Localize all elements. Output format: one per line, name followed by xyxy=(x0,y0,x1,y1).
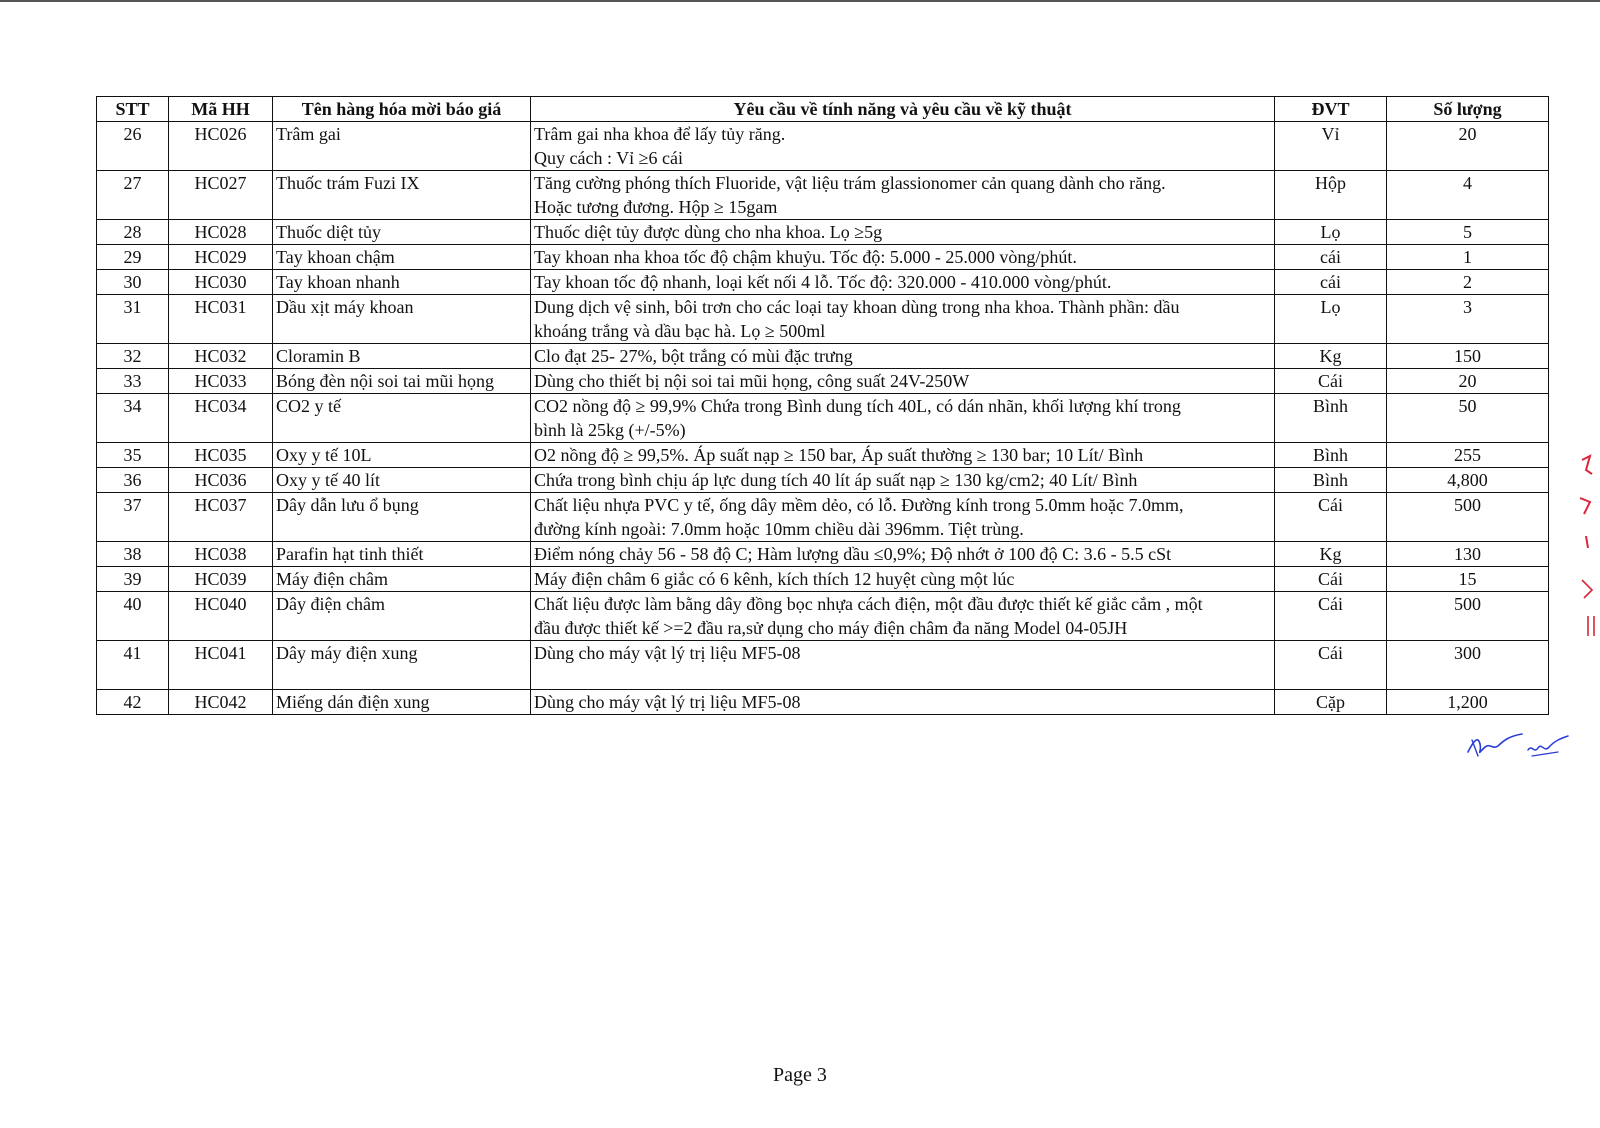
header-quantity: Số lượng xyxy=(1387,97,1549,122)
row-name: Dầu xịt máy khoan xyxy=(273,295,531,344)
table-row xyxy=(97,394,1549,443)
table-row xyxy=(97,542,1549,567)
row-quantity: 1 xyxy=(1387,245,1549,270)
row-unit: Lọ xyxy=(1275,295,1387,344)
scan-top-edge xyxy=(0,0,1600,2)
handwritten-initials-signature xyxy=(1462,726,1572,766)
row-stt: 34 xyxy=(97,394,169,443)
table-row xyxy=(97,295,1549,344)
row-unit: Cái xyxy=(1275,567,1387,592)
row-stt: 30 xyxy=(97,270,169,295)
table-row xyxy=(97,122,1549,171)
row-stt: 31 xyxy=(97,295,169,344)
requirement-line: Tay khoan tốc độ nhanh, loại kết nối 4 lỗ. Tốc độ: 320.000 - 410.000 vòng/phút. xyxy=(534,272,1112,292)
row-unit: cái xyxy=(1275,245,1387,270)
row-quantity: 5 xyxy=(1387,220,1549,245)
row-quantity: 255 xyxy=(1387,443,1549,468)
row-name: Oxy y tế 10L xyxy=(273,443,531,468)
requirement-line: Thuốc diệt tủy được dùng cho nha khoa. Lọ ≥5g xyxy=(534,222,883,242)
table-row xyxy=(97,641,1549,690)
requirement-line: CO2 nồng độ ≥ 99,9% Chứa trong Bình dung tích 40L, có dán nhãn, khối lượng khí trong xyxy=(534,396,1181,416)
header-requirements: Yêu cầu về tính năng và yêu cầu về kỹ thuật xyxy=(531,97,1275,122)
requirement-line: bình là 25kg (+/-5%) xyxy=(534,420,686,440)
requirement-line: Điểm nóng chảy 56 - 58 độ C; Hàm lượng dầu ≤0,9%; Độ nhớt ở 100 độ C: 3.6 - 5.5 cSt xyxy=(534,544,1172,564)
row-requirements xyxy=(531,344,1275,369)
table-row xyxy=(97,567,1549,592)
row-code: HC036 xyxy=(169,468,273,493)
row-stt: 27 xyxy=(97,171,169,220)
requirement-line: Dùng cho máy vật lý trị liệu MF5-08 xyxy=(534,692,801,712)
page-number: Page 3 xyxy=(773,1064,827,1086)
row-quantity: 2 xyxy=(1387,270,1549,295)
row-unit: Bình xyxy=(1275,468,1387,493)
row-requirements xyxy=(531,245,1275,270)
requirement-line xyxy=(534,665,1271,689)
table-row xyxy=(97,468,1549,493)
requirement-line: Hoặc tương đương. Hộp ≥ 15gam xyxy=(534,197,778,217)
row-code: HC040 xyxy=(169,592,273,641)
row-stt: 35 xyxy=(97,443,169,468)
row-code: HC027 xyxy=(169,171,273,220)
header-code: Mã HH xyxy=(169,97,273,122)
requirement-line: đầu được thiết kế >=2 đầu ra,sử dụng cho máy điện châm đa năng Model 04-05JH xyxy=(534,618,1128,638)
row-name: Thuốc trám Fuzi IX xyxy=(273,171,531,220)
row-name: Bóng đèn nội soi tai mũi họng xyxy=(273,369,531,394)
table-body xyxy=(97,122,1549,715)
row-quantity: 20 xyxy=(1387,369,1549,394)
row-code: HC028 xyxy=(169,220,273,245)
row-stt: 33 xyxy=(97,369,169,394)
row-stt: 40 xyxy=(97,592,169,641)
table-row xyxy=(97,592,1549,641)
row-stt: 37 xyxy=(97,493,169,542)
row-code: HC039 xyxy=(169,567,273,592)
row-unit: Cái xyxy=(1275,592,1387,641)
row-requirements xyxy=(531,567,1275,592)
row-requirements xyxy=(531,369,1275,394)
row-stt: 41 xyxy=(97,641,169,690)
requirement-line: Tay khoan nha khoa tốc độ chậm khuỷu. Tốc độ: 5.000 - 25.000 vòng/phút. xyxy=(534,247,1077,267)
row-unit: Bình xyxy=(1275,394,1387,443)
row-code: HC042 xyxy=(169,690,273,715)
row-unit: cái xyxy=(1275,270,1387,295)
row-requirements xyxy=(531,394,1275,443)
row-name: Dây dẫn lưu ổ bụng xyxy=(273,493,531,542)
row-quantity: 500 xyxy=(1387,592,1549,641)
row-requirements xyxy=(531,270,1275,295)
row-requirements xyxy=(531,690,1275,715)
row-code: HC035 xyxy=(169,443,273,468)
requirement-line: Dung dịch vệ sinh, bôi trơn cho các loại tay khoan dùng trong nha khoa. Thành phần: dầu xyxy=(534,297,1180,317)
row-requirements xyxy=(531,443,1275,468)
row-stt: 29 xyxy=(97,245,169,270)
row-quantity: 1,200 xyxy=(1387,690,1549,715)
row-stt: 36 xyxy=(97,468,169,493)
table-row xyxy=(97,344,1549,369)
table-row xyxy=(97,270,1549,295)
row-name: Dây máy điện xung xyxy=(273,641,531,690)
row-unit: Hộp xyxy=(1275,171,1387,220)
row-requirements xyxy=(531,171,1275,220)
row-code: HC038 xyxy=(169,542,273,567)
row-unit: Cái xyxy=(1275,369,1387,394)
row-requirements xyxy=(531,295,1275,344)
requirement-line: Trâm gai nha khoa để lấy tủy răng. xyxy=(534,124,786,144)
requirement-line: Chất liệu được làm bằng dây đồng bọc nhựa cách điện, một đầu được thiết kế giắc cắm , một xyxy=(534,594,1203,614)
requirement-line: khoáng trắng và dầu bạc hà. Lọ ≥ 500ml xyxy=(534,321,826,341)
row-quantity: 300 xyxy=(1387,641,1549,690)
table-row xyxy=(97,690,1549,715)
row-name: Oxy y tế 40 lít xyxy=(273,468,531,493)
row-stt: 28 xyxy=(97,220,169,245)
row-unit: Bình xyxy=(1275,443,1387,468)
stamp-edge-marks xyxy=(1576,440,1600,640)
row-name: Trâm gai xyxy=(273,122,531,171)
table-row xyxy=(97,220,1549,245)
requirement-line: Tăng cường phóng thích Fluoride, vật liệu trám glassionomer cản quang dành cho răng. xyxy=(534,173,1166,193)
table-row xyxy=(97,369,1549,394)
requirement-line: Máy điện châm 6 giắc có 6 kênh, kích thích 12 huyệt cùng một lúc xyxy=(534,569,1015,589)
row-stt: 32 xyxy=(97,344,169,369)
requirement-line: Chứa trong bình chịu áp lực dung tích 40 lít áp suất nạp ≥ 130 kg/cm2; 40 Lít/ Bình xyxy=(534,470,1138,490)
table-header-row xyxy=(97,97,1549,122)
row-name: Thuốc diệt tủy xyxy=(273,220,531,245)
requirement-line: Chất liệu nhựa PVC y tế, ống dây mềm dẻo, có lỗ. Đường kính trong 5.0mm hoặc 7.0mm, xyxy=(534,495,1184,515)
table-row xyxy=(97,443,1549,468)
row-quantity: 150 xyxy=(1387,344,1549,369)
row-unit: Lọ xyxy=(1275,220,1387,245)
requirement-line: đường kính ngoài: 7.0mm hoặc 10mm chiều dài 396mm. Tiệt trùng. xyxy=(534,519,1024,539)
row-unit: Vỉ xyxy=(1275,122,1387,171)
row-unit: Kg xyxy=(1275,542,1387,567)
row-quantity: 130 xyxy=(1387,542,1549,567)
row-unit: Cái xyxy=(1275,493,1387,542)
row-name: Parafin hạt tinh thiết xyxy=(273,542,531,567)
row-name: Máy điện châm xyxy=(273,567,531,592)
row-name: Miếng dán điện xung xyxy=(273,690,531,715)
row-code: HC029 xyxy=(169,245,273,270)
row-name: Dây điện châm xyxy=(273,592,531,641)
row-unit: Kg xyxy=(1275,344,1387,369)
header-stt: STT xyxy=(97,97,169,122)
row-stt: 39 xyxy=(97,567,169,592)
row-name: Tay khoan nhanh xyxy=(273,270,531,295)
row-requirements xyxy=(531,468,1275,493)
row-quantity: 500 xyxy=(1387,493,1549,542)
requirement-line: Quy cách : Vỉ ≥6 cái xyxy=(534,148,684,168)
requirement-line: Dùng cho thiết bị nội soi tai mũi họng, công suất 24V-250W xyxy=(534,371,970,391)
row-name: Tay khoan chậm xyxy=(273,245,531,270)
row-quantity: 4 xyxy=(1387,171,1549,220)
header-unit: ĐVT xyxy=(1275,97,1387,122)
row-code: HC041 xyxy=(169,641,273,690)
row-code: HC033 xyxy=(169,369,273,394)
row-name: CO2 y tế xyxy=(273,394,531,443)
row-requirements xyxy=(531,122,1275,171)
row-code: HC031 xyxy=(169,295,273,344)
row-requirements xyxy=(531,592,1275,641)
row-stt: 42 xyxy=(97,690,169,715)
row-quantity: 15 xyxy=(1387,567,1549,592)
row-quantity: 4,800 xyxy=(1387,468,1549,493)
requirement-line: Dùng cho máy vật lý trị liệu MF5-08 xyxy=(534,643,801,663)
quotation-table xyxy=(96,96,1549,715)
table-row xyxy=(97,245,1549,270)
row-requirements xyxy=(531,220,1275,245)
row-requirements xyxy=(531,542,1275,567)
row-stt: 26 xyxy=(97,122,169,171)
row-stt: 38 xyxy=(97,542,169,567)
row-code: HC034 xyxy=(169,394,273,443)
row-code: HC030 xyxy=(169,270,273,295)
row-code: HC026 xyxy=(169,122,273,171)
row-name: Cloramin B xyxy=(273,344,531,369)
requirement-line: Clo đạt 25- 27%, bột trắng có mùi đặc trưng xyxy=(534,346,853,366)
row-requirements xyxy=(531,641,1275,690)
row-quantity: 3 xyxy=(1387,295,1549,344)
header-name: Tên hàng hóa mời báo giá xyxy=(273,97,531,122)
row-requirements xyxy=(531,493,1275,542)
row-unit: Cặp xyxy=(1275,690,1387,715)
row-quantity: 20 xyxy=(1387,122,1549,171)
table-row xyxy=(97,493,1549,542)
row-code: HC032 xyxy=(169,344,273,369)
row-unit: Cái xyxy=(1275,641,1387,690)
row-code: HC037 xyxy=(169,493,273,542)
requirement-line: O2 nồng độ ≥ 99,5%. Áp suất nạp ≥ 150 bar, Áp suất thường ≥ 130 bar; 10 Lít/ Bình xyxy=(534,445,1144,465)
row-quantity: 50 xyxy=(1387,394,1549,443)
table-row xyxy=(97,171,1549,220)
